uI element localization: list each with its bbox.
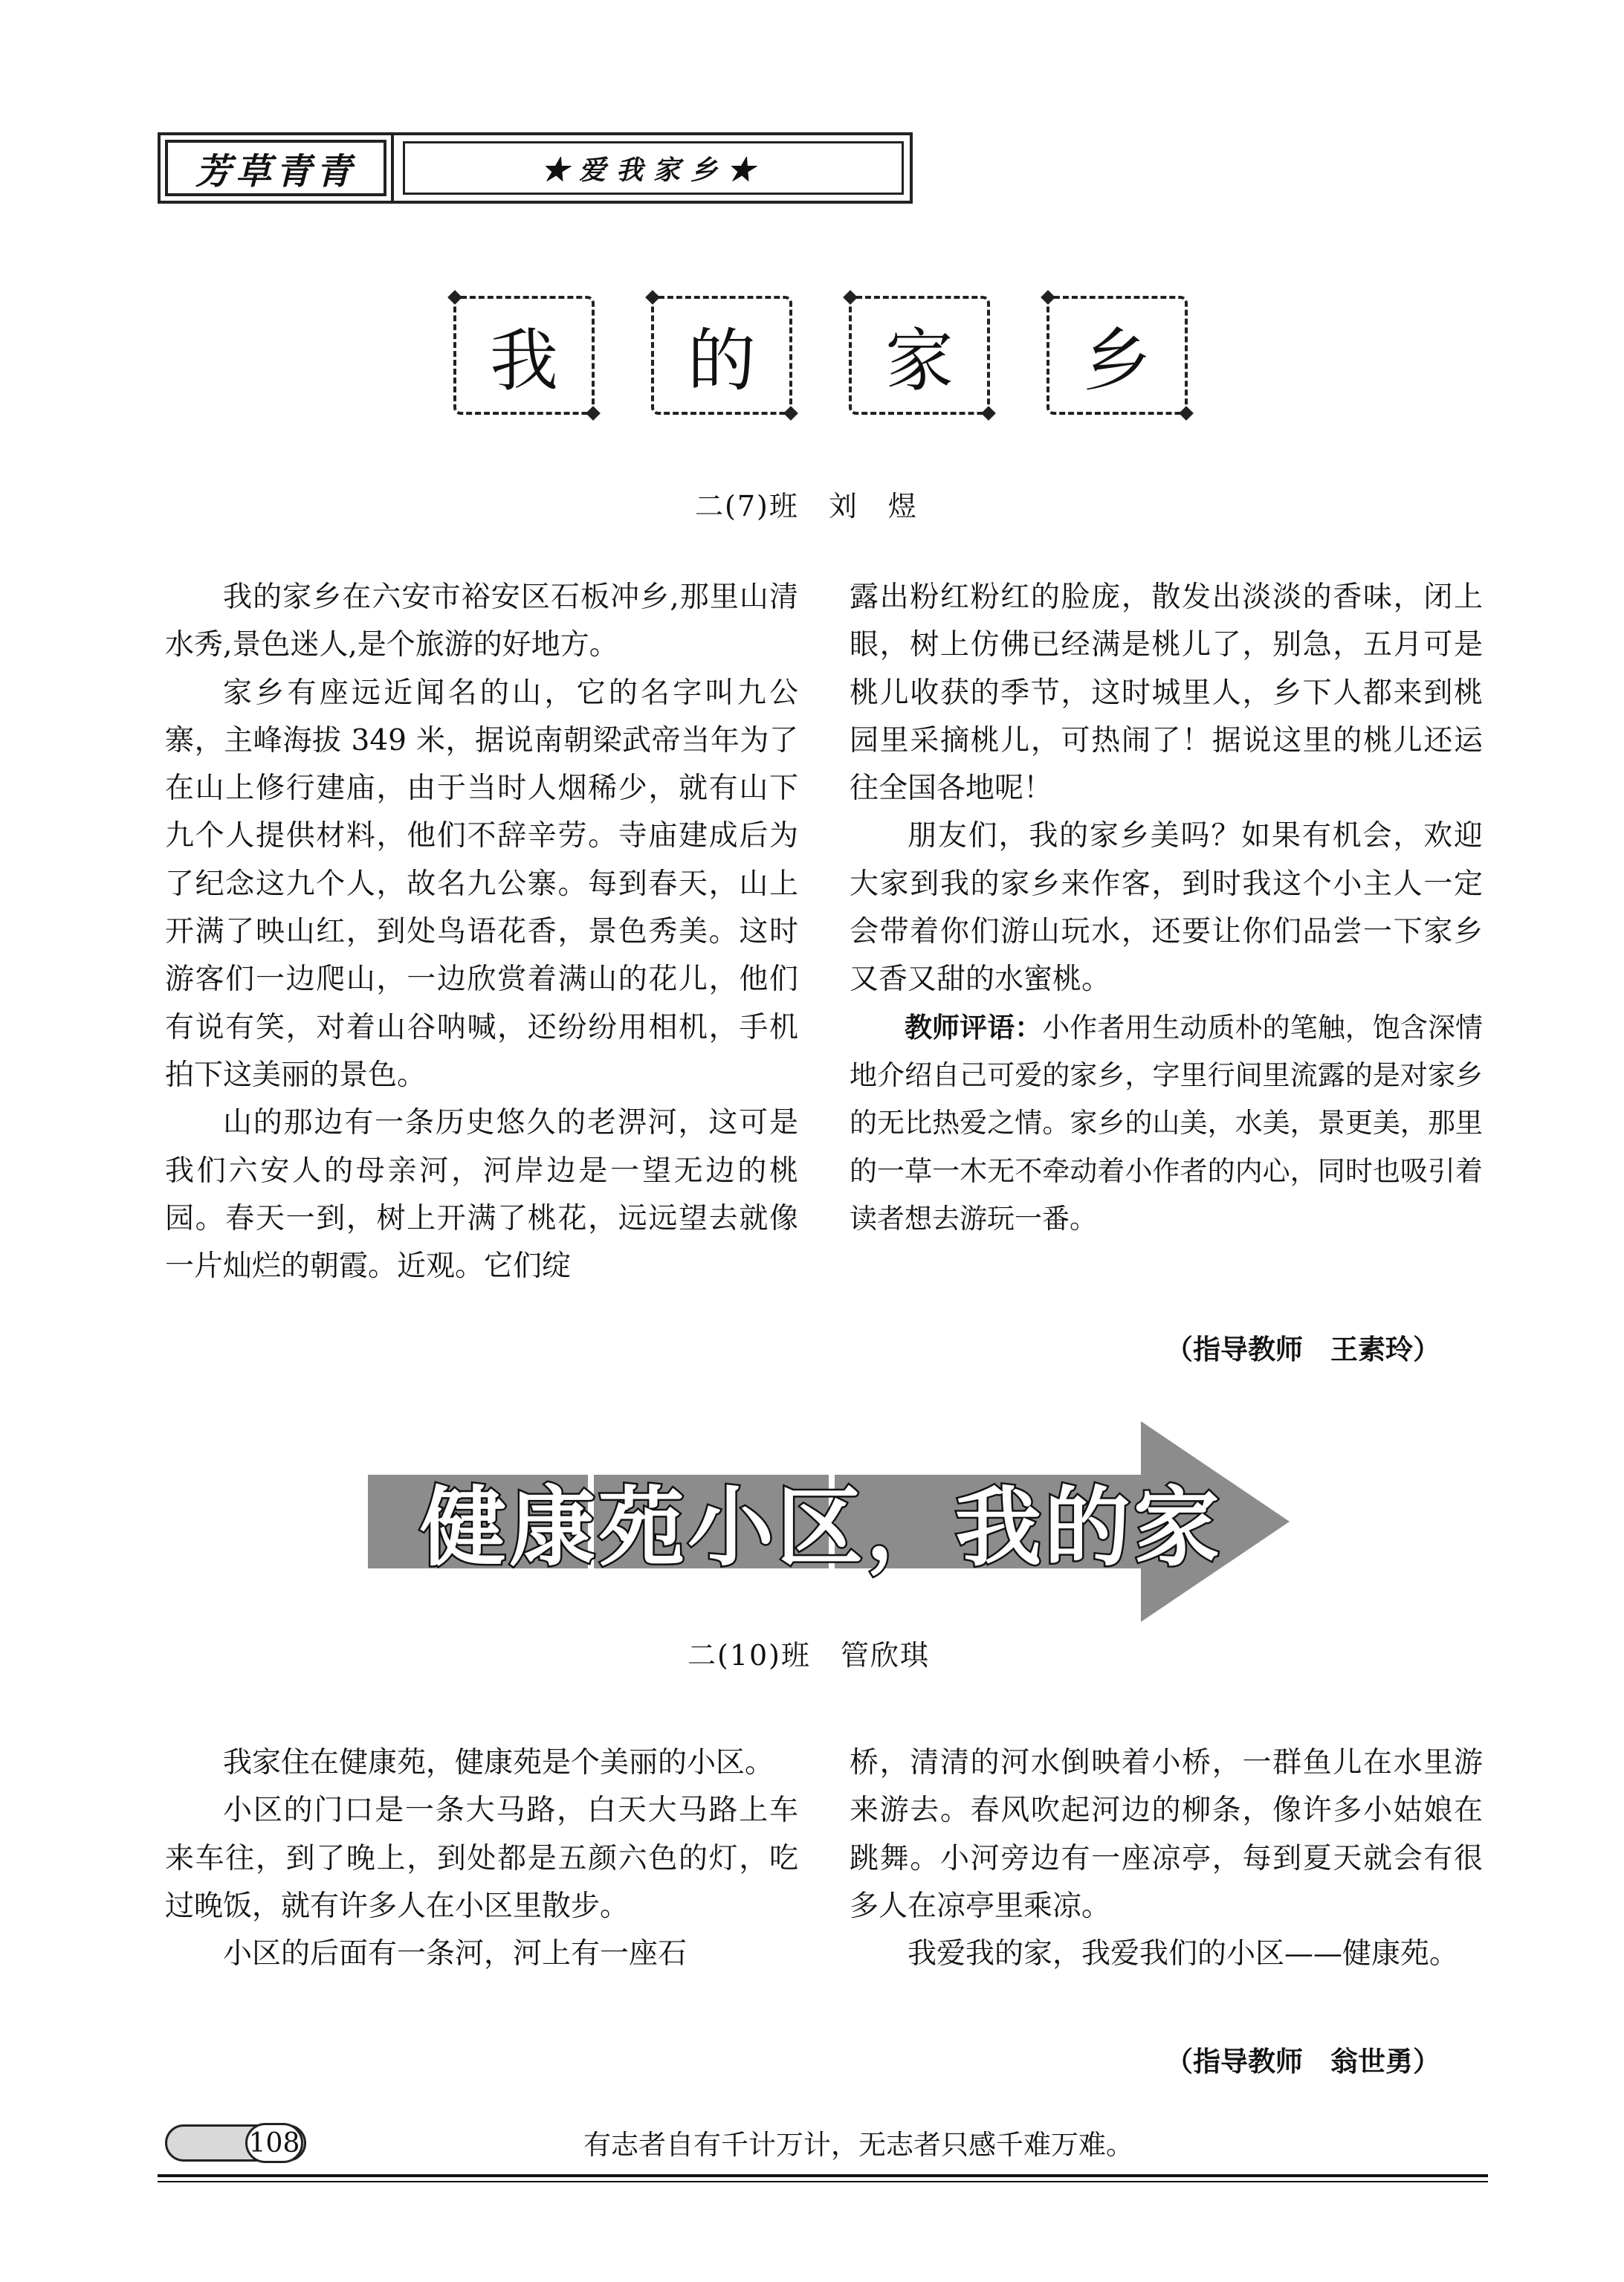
article2-left-column: [165, 1739, 798, 1978]
article2-paragraph: 小区的门口是一条大马路，白天大马路上车来车往，到了晚上，到处都是五颜六色的灯，吃过晚饭，就有许多人在小区里散步。: [165, 1794, 798, 1923]
column-name: 芳草青青: [165, 140, 386, 196]
article1-paragraph: 山的那边有一条历史悠久的老淠河，这可是我们六安人的母亲河，河岸边是一望无边的桃园。春天一到，树上开满了桃花，远远望去就像一片灿烂的朝霞。近观。它们绽: [165, 1106, 798, 1284]
article1-continuation: 露出粉红粉红的脸庞，散发出淡淡的香味，闭上眼，树上仿佛已经满是桃儿了，别急，五月可是桃儿收获的季节，这时城里人，乡下人都来到桃园里采摘桃儿，可热闹了！据说这里的桃儿还运往全国各地呢！: [850, 581, 1483, 806]
teacher-review: [850, 1004, 1483, 1243]
article1-right-column: [850, 574, 1483, 1243]
article2-right-column: [850, 1739, 1483, 1978]
footer-rule-thin: [158, 2181, 1488, 2182]
section-name: ★爱我家乡★: [403, 141, 904, 195]
page-number: 108: [245, 2123, 303, 2163]
article1-left-column: [165, 574, 798, 1290]
article1-paragraph: 朋友们，我的家乡美吗？如果有机会，欢迎大家到我的家乡来作客，到时我这个小主人一定会带着你们游山玩水，还要让你们品尝一下家乡又香又甜的水蜜桃。: [850, 819, 1483, 997]
review-text: 小作者用生动质朴的笔触，饱含深情地介绍自己可爱的家乡，字里行间里流露的是对家乡的无比热爱之情。家乡的山美，水美，景更美，那里的一草一木无不牵动着小作者的内心，同时也吸引着读者想去游玩一番。: [850, 1011, 1483, 1235]
article2-byline: 二(10)班 管欣琪: [688, 1639, 931, 1672]
article2-paragraph: 我爱我的家，我爱我们的小区——健康苑。: [908, 1937, 1459, 1971]
article2-continuation: 桥，清清的河水倒映着小桥，一群鱼儿在水里游来游去。春风吹起河边的柳条，像许多小姑娘在跳舞。小河旁边有一座凉亭，每到夏天就会有很多人在凉亭里乘凉。: [850, 1746, 1483, 1923]
review-label: 教师评语：: [905, 1011, 1043, 1044]
title-char-box: 的: [651, 296, 792, 415]
article2-paragraph: 我家住在健康苑，健康苑是个美丽的小区。: [223, 1746, 774, 1780]
title-char-box: 家: [849, 296, 990, 415]
footer-motto: 有志者自有千计万计，无志者只感千难万难。: [583, 2129, 1133, 2161]
article2-mentor: （指导教师 翁世勇）: [1165, 2046, 1440, 2078]
title-char-box: 我: [453, 296, 595, 415]
article2-paragraph: 小区的后面有一条河，河上有一座石: [223, 1937, 688, 1971]
article1-mentor: （指导教师 王素玲）: [1165, 1334, 1440, 1365]
article1-byline: 二(7)班 刘 煜: [695, 490, 918, 523]
column-header-box: [158, 132, 394, 204]
title-char-box: 乡: [1046, 296, 1188, 415]
article1-paragraph: 家乡有座远近闻名的山，它的名字叫九公寨，主峰海拔 349 米，据说南朝梁武帝当年为了在山上修行建庙，由于当时人烟稀少，就有山下九个人提供材料，他们不辞辛劳。寺庙建成后为了纪念这九个人，故名九公寨。每到春天，山上开满了映山红，到处鸟语花香，景色秀美。这时游客们一边爬山，一边欣赏着满山的花儿，他们有说有笑，对着山谷呐喊，还纷纷用相机，手机拍下这美丽的景色。: [165, 676, 798, 1092]
article1-paragraph: 我的家乡在六安市裕安区石板冲乡,那里山清水秀,景色迷人,是个旅游的好地方。: [165, 581, 798, 662]
section-header-box: [394, 132, 913, 204]
article2-title: 健康苑小区，我的家: [420, 1477, 1223, 1578]
footer-rule: [158, 2174, 1488, 2177]
